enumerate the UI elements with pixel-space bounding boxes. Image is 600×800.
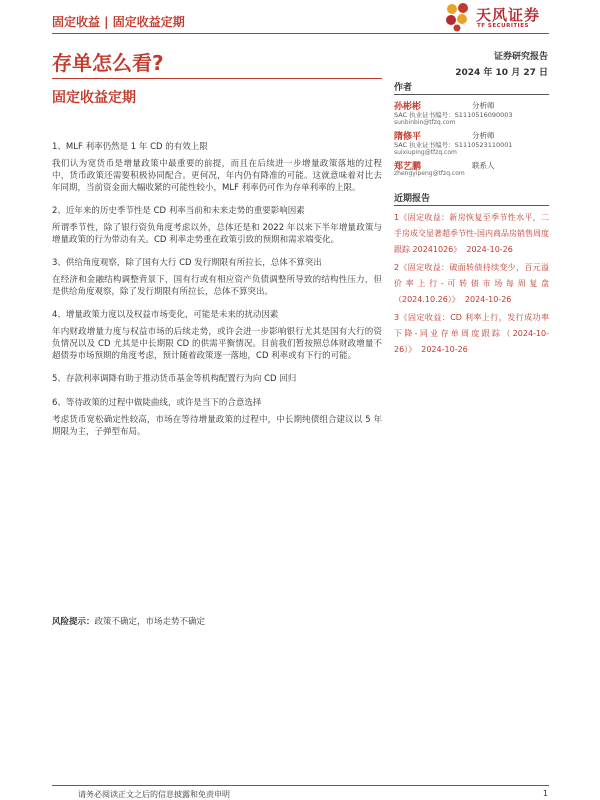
author-email[interactable]: sunbinbin@tfzq.com bbox=[394, 119, 456, 126]
author-card bbox=[394, 99, 549, 129]
author-card bbox=[394, 129, 549, 159]
recent-reports bbox=[394, 191, 549, 358]
footer-disclaimer: 请务必阅读正文之后的信息披露和免责申明 bbox=[78, 790, 230, 799]
author-cert: SAC 执业证书编号：S1110523110001 bbox=[394, 141, 513, 149]
section-heading: 4、增量政策力度以及权益市场变化，可能是未来的扰动因素 bbox=[52, 310, 279, 320]
author-email[interactable]: suixiuping@tfzq.com bbox=[394, 149, 457, 156]
author-cert: SAC 执业证书编号：S1110516090003 bbox=[394, 111, 513, 119]
section-body: 在经济和金融结构调整背景下，国有行或有相应资产负债调整所导致的结构性压力，但是供给角度观察，除了发行期限有所拉长，总体不算突出。 bbox=[52, 275, 382, 297]
main-body bbox=[52, 140, 382, 448]
page-number: 1 bbox=[542, 789, 548, 798]
author-email[interactable]: zhengyipeng@tfzq.com bbox=[394, 170, 465, 177]
section-heading: 2、近年来的历史季节性是 CD 利率当前和未来走势的重要影响因素 bbox=[52, 206, 305, 216]
authors-heading: 作者 bbox=[394, 83, 413, 93]
section-heading: 5、存款利率调降有助于推动货币基金等机构配置行为向 CD 回归 bbox=[52, 374, 297, 384]
section-body: 所谓季节性，除了银行资负角度考虑以外，总体还是和 2022 年以来下半年增量政策与增量政策的行为带动有关。CD 利率走势重在政策引致的预期和需求端变化。 bbox=[52, 223, 382, 245]
recent-report-title: 3《固定收益：CD 利率上行，发行成功率下降-同业存单周度跟踪（2024-10-26）》 bbox=[394, 313, 549, 354]
author-name: 郑艺鹏 bbox=[394, 162, 422, 172]
logo-text-en: TF SECURITIES bbox=[477, 23, 529, 29]
page-subtitle: 固定收益定期 bbox=[52, 90, 136, 106]
author-role: 分析师 bbox=[472, 131, 495, 140]
logo-mark-icon bbox=[443, 2, 473, 32]
recent-report-link[interactable] bbox=[394, 260, 549, 308]
recent-report-link[interactable] bbox=[394, 210, 549, 258]
title-divider bbox=[52, 78, 382, 79]
report-date: 2024 年 10 月 27 日 bbox=[455, 68, 548, 78]
logo-text-cn: 天风证券 bbox=[476, 6, 541, 24]
author-role: 联系人 bbox=[472, 161, 495, 170]
section-1 bbox=[52, 140, 382, 194]
risk-label: 风险提示： bbox=[52, 617, 95, 627]
recent-report-link[interactable] bbox=[394, 310, 549, 358]
company-logo bbox=[443, 2, 553, 32]
section-body: 年内财政增量力度与权益市场的后续走势，或许会进一步影响银行尤其是国有大行的资负情况以及 CD 尤其是中长期限 CD 的供需平衡情况。目前我们暂按照总体财政增量不超债券市场预期的角度考虑，预计随着政策逐一落地，CD 利率或有下行的可能。 bbox=[52, 327, 382, 361]
risk-text: 政策不确定，市场走势不确定 bbox=[94, 617, 206, 627]
author-name: 孙彬彬 bbox=[394, 102, 422, 112]
sidebar bbox=[394, 80, 549, 358]
recent-heading: 近期报告 bbox=[394, 194, 431, 204]
page-title: 存单怎么看? bbox=[52, 51, 164, 75]
section-2 bbox=[52, 204, 382, 246]
report-type: 证券研究报告 bbox=[493, 52, 548, 62]
header-divider bbox=[52, 33, 549, 34]
risk-warning bbox=[52, 616, 382, 628]
section-3 bbox=[52, 256, 382, 298]
section-heading: 3、供给角度观察，除了国有大行 CD 发行期限有所拉长，总体不算突出 bbox=[52, 258, 322, 268]
author-card bbox=[394, 159, 549, 181]
section-6 bbox=[52, 396, 382, 438]
recent-report-date: 2024-10-26 bbox=[466, 245, 513, 254]
recent-report-date: 2024-10-26 bbox=[464, 295, 512, 304]
recent-report-date: 2024-10-26 bbox=[421, 345, 468, 354]
header-category: 固定收益 | 固定收益定期 bbox=[52, 15, 185, 29]
section-heading: 6、等待政策的过程中做陡曲线，或许是当下的合意选择 bbox=[52, 398, 262, 408]
author-name: 隋修平 bbox=[394, 132, 422, 142]
section-heading: 1、MLF 利率仍然是 1 年 CD 的有效上限 bbox=[52, 142, 208, 152]
section-body: 我们认为宽货币是增量政策中最重要的前提，而且在后续进一步增量政策落地的过程中，货币政策还需要积极协同配合。更何况，年内仍有降准的可能。这就意味着对比去年同期，当前资金面大幅收紧的可能性较小，MLF 利率仍可作为存单利率的上限。 bbox=[52, 159, 382, 193]
recent-report-title: 2《固定收益：破面转债持续变少，百元溢价率上行-可转债市场每周复盘（2024.10.26）》 bbox=[394, 263, 549, 304]
recent-divider bbox=[394, 205, 549, 206]
authors-divider bbox=[394, 94, 549, 95]
recent-report-title: 1《固定收益：新房恢复至季节性水平，二手房成交显著超季节性-国内商品房销售周度跟踪 20241026》 bbox=[394, 213, 549, 254]
author-role: 分析师 bbox=[472, 101, 495, 110]
section-4 bbox=[52, 308, 382, 362]
footer-divider bbox=[52, 785, 549, 786]
section-5 bbox=[52, 372, 382, 386]
section-body: 考虑货币宽松确定性较高，市场在等待增量政策的过程中，中长期纯债组合建议以 5 年期限为主，子弹型布局。 bbox=[52, 415, 382, 437]
